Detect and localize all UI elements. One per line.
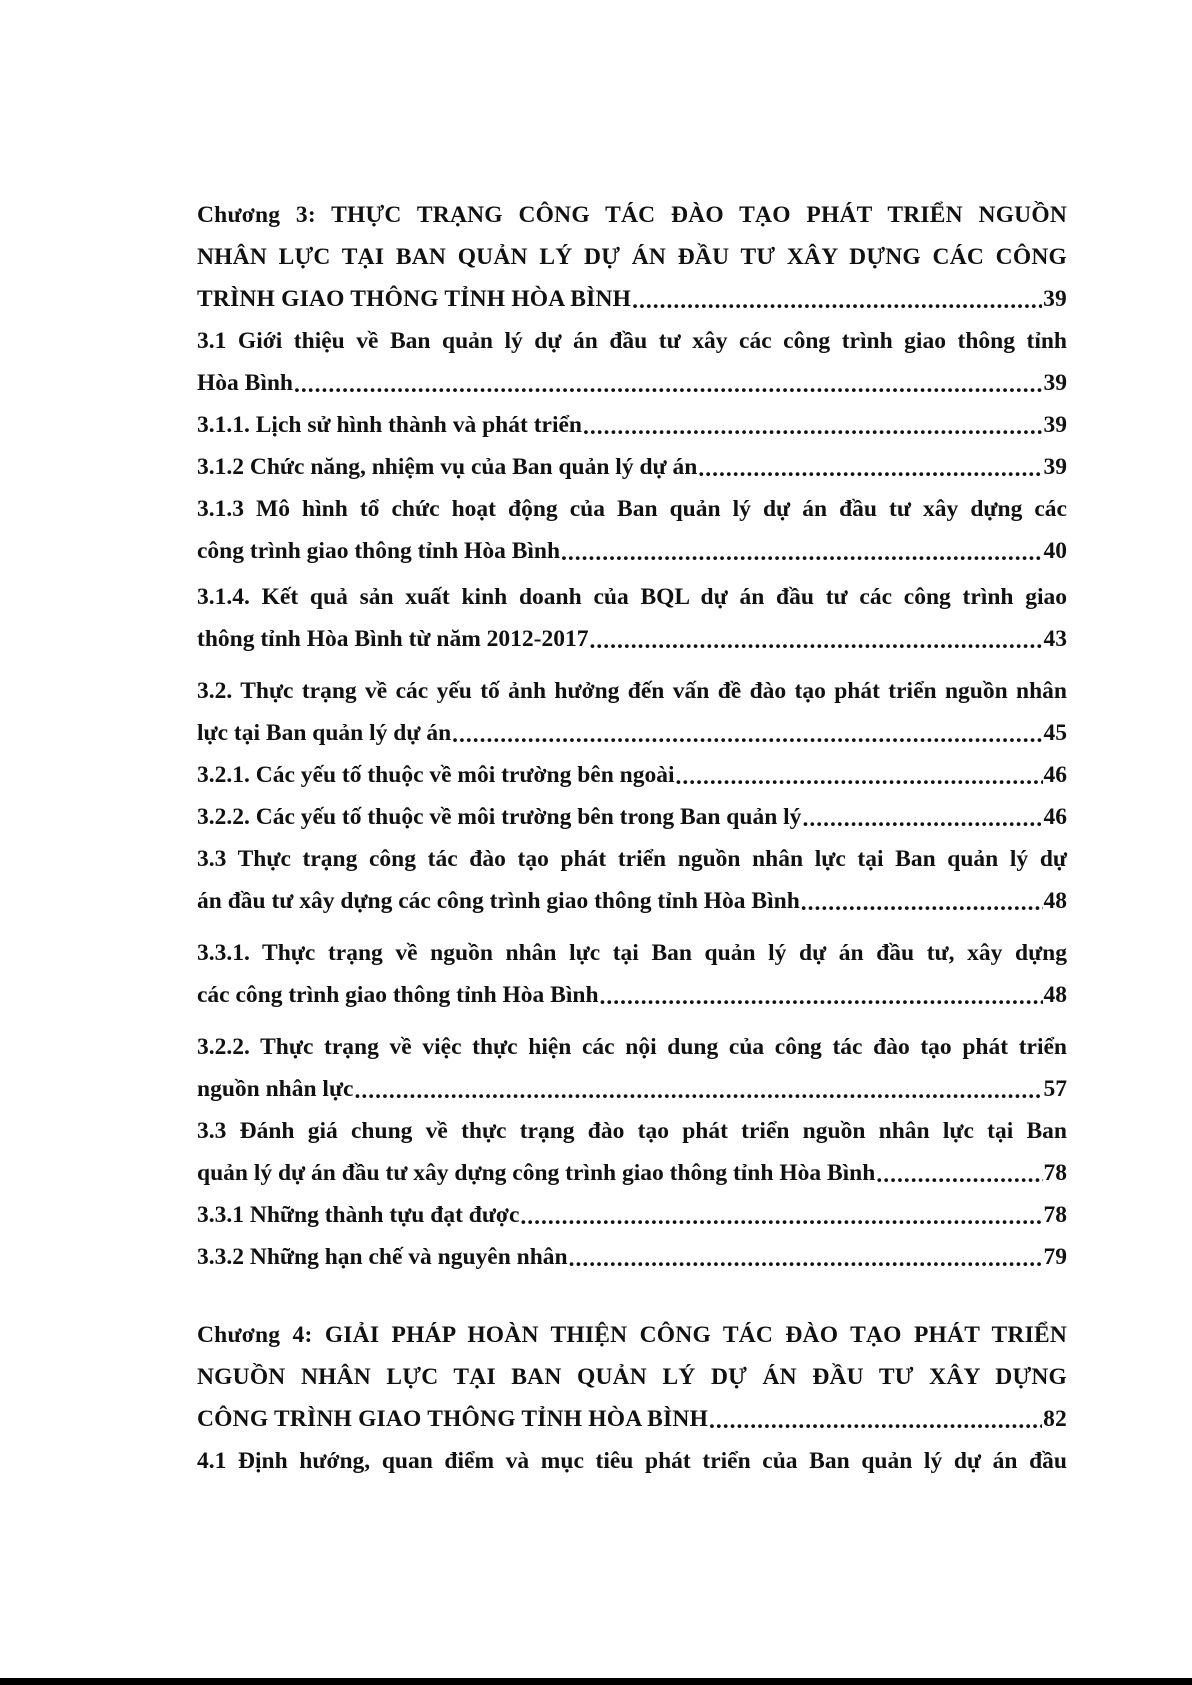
toc-entry-title: CÔNG TRÌNH GIAO THÔNG TỈNH HÒA BÌNH xyxy=(197,1406,709,1432)
toc-entry-title: thông tỉnh Hòa Bình từ năm 2012-2017 xyxy=(197,626,589,652)
dot-leader xyxy=(452,724,1042,748)
toc-entry-3-3-1-b[interactable] xyxy=(197,1194,1067,1236)
toc-entry-line: 3.3.1. Thực trạng về nguồn nhân lực tại Ban quản lý dự án đầu tư, xây dựng xyxy=(197,940,1067,966)
toc-entry-title: Hòa Bình xyxy=(197,370,293,396)
toc-entry-chapter-4[interactable] xyxy=(197,1314,1067,1440)
dot-leader xyxy=(589,630,1042,654)
toc-entry-line: NHÂN LỰC TẠI BAN QUẢN LÝ DỰ ÁN ĐẦU TƯ XÂY DỰNG CÁC CÔNG xyxy=(197,244,1067,270)
toc-page-number: 46 xyxy=(1043,804,1067,830)
toc-page-number: 39 xyxy=(1043,412,1067,438)
toc-page-number: 40 xyxy=(1043,538,1067,564)
toc-entry-line: 3.1.3 Mô hình tổ chức hoạt động của Ban quản lý dự án đầu tư xây dựng các xyxy=(197,496,1067,522)
toc-page-number: 39 xyxy=(1043,370,1067,396)
page-bottom-edge xyxy=(0,1678,1192,1685)
toc-entry-3-2-2[interactable] xyxy=(197,796,1067,838)
dot-leader xyxy=(583,416,1043,440)
dot-leader xyxy=(561,542,1042,566)
dot-leader xyxy=(802,808,1042,832)
toc-entry-line: Chương 3: THỰC TRẠNG CÔNG TÁC ĐÀO TẠO PHÁT TRIỂN NGUỒN xyxy=(197,202,1067,228)
toc-page-number: 78 xyxy=(1043,1202,1067,1228)
toc-entry-title: 3.3.2 Những hạn chế và nguyên nhân xyxy=(197,1244,568,1270)
toc-entry-title: 3.2.2. Các yếu tố thuộc về môi trường bên trong Ban quản lý xyxy=(197,804,802,830)
dot-leader xyxy=(632,290,1042,314)
toc-entry-title: 3.1.2 Chức năng, nhiệm vụ của Ban quản lý dự án xyxy=(197,454,698,480)
toc-entry-title: công trình giao thông tỉnh Hòa Bình xyxy=(197,538,561,564)
dot-leader xyxy=(676,766,1043,790)
toc-page-number: 57 xyxy=(1043,1076,1067,1102)
toc-entry-line: 3.3 Thực trạng công tác đào tạo phát triển nguồn nhân lực tại Ban quản lý dự xyxy=(197,846,1067,872)
toc-entry-line: 3.2. Thực trạng về các yếu tố ảnh hưởng đến vấn đề đào tạo phát triển nguồn nhân xyxy=(197,678,1067,704)
toc-entry-3-1-3[interactable] xyxy=(197,488,1067,572)
toc-entry-title: án đầu tư xây dựng các công trình giao thông tỉnh Hòa Bình xyxy=(197,888,800,914)
toc-page-number: 82 xyxy=(1043,1406,1067,1432)
toc-entry-line: Chương 4: GIẢI PHÁP HOÀN THIỆN CÔNG TÁC ĐÀO TẠO PHÁT TRIỂN xyxy=(197,1322,1067,1348)
toc-page-number: 39 xyxy=(1043,286,1067,312)
toc-page-number: 78 xyxy=(1043,1160,1067,1186)
toc-entry-title: 3.1.1. Lịch sử hình thành và phát triển xyxy=(197,412,582,438)
toc-entry-3-1-1[interactable] xyxy=(197,404,1067,446)
toc-page-number: 79 xyxy=(1043,1244,1067,1270)
toc-entry-line: NGUỒN NHÂN LỰC TẠI BAN QUẢN LÝ DỰ ÁN ĐẦU TƯ XÂY DỰNG xyxy=(197,1364,1067,1390)
dot-leader xyxy=(801,892,1043,916)
toc-page-number: 48 xyxy=(1043,982,1067,1008)
toc-entry-line: 4.1 Định hướng, quan điểm và mục tiêu phát triển của Ban quản lý dự án đầu xyxy=(197,1448,1067,1474)
toc-entry-line: 3.1 Giới thiệu về Ban quản lý dự án đầu tư xây các công trình giao thông tỉnh xyxy=(197,328,1067,354)
toc-page-number: 43 xyxy=(1043,626,1067,652)
dot-leader xyxy=(600,986,1043,1010)
toc-entry-line: 3.1.4. Kết quả sản xuất kinh doanh của BQL dự án đầu tư các công trình giao xyxy=(197,584,1067,610)
toc-page-number: 46 xyxy=(1043,762,1067,788)
toc-entry-4-1[interactable] xyxy=(197,1440,1067,1482)
dot-leader xyxy=(294,374,1043,398)
toc-entry-3-3-1[interactable] xyxy=(197,932,1067,1016)
dot-leader xyxy=(520,1206,1042,1230)
toc-entry-3-3-b[interactable] xyxy=(197,1110,1067,1194)
toc-entry-3-2-2-b[interactable] xyxy=(197,1026,1067,1110)
toc-entry-3-2[interactable] xyxy=(197,670,1067,754)
toc-entry-title: quản lý dự án đầu tư xây dựng công trình giao thông tỉnh Hòa Bình xyxy=(197,1160,876,1186)
toc-entry-title: nguồn nhân lực xyxy=(197,1076,354,1102)
toc-entry-title: 3.3.1 Những thành tựu đạt được xyxy=(197,1202,520,1228)
toc-page-number: 39 xyxy=(1043,454,1067,480)
toc-entry-3-1-4[interactable] xyxy=(197,576,1067,660)
dot-leader xyxy=(876,1164,1042,1188)
toc-page-number: 48 xyxy=(1043,888,1067,914)
toc-entry-3-1[interactable] xyxy=(197,320,1067,404)
dot-leader xyxy=(709,1410,1042,1434)
toc-page-number: 45 xyxy=(1043,720,1067,746)
toc-entry-title: TRÌNH GIAO THÔNG TỈNH HÒA BÌNH xyxy=(197,286,632,312)
toc-entry-3-2-1[interactable] xyxy=(197,754,1067,796)
dot-leader xyxy=(698,458,1042,482)
toc-entry-title: các công trình giao thông tỉnh Hòa Bình xyxy=(197,982,599,1008)
toc-entry-3-3-2[interactable] xyxy=(197,1236,1067,1278)
dot-leader xyxy=(354,1080,1042,1104)
dot-leader xyxy=(569,1248,1043,1272)
toc-entry-3-3[interactable] xyxy=(197,838,1067,922)
table-of-contents xyxy=(197,194,1067,1482)
toc-entry-title: 3.2.1. Các yếu tố thuộc về môi trường bên ngoài xyxy=(197,762,675,788)
toc-entry-line: 3.2.2. Thực trạng về việc thực hiện các nội dung của công tác đào tạo phát triển xyxy=(197,1034,1067,1060)
toc-entry-3-1-2[interactable] xyxy=(197,446,1067,488)
toc-entry-line: 3.3 Đánh giá chung về thực trạng đào tạo phát triển nguồn nhân lực tại Ban xyxy=(197,1118,1067,1144)
toc-entry-chapter-3[interactable] xyxy=(197,194,1067,320)
toc-entry-title: lực tại Ban quản lý dự án xyxy=(197,720,452,746)
